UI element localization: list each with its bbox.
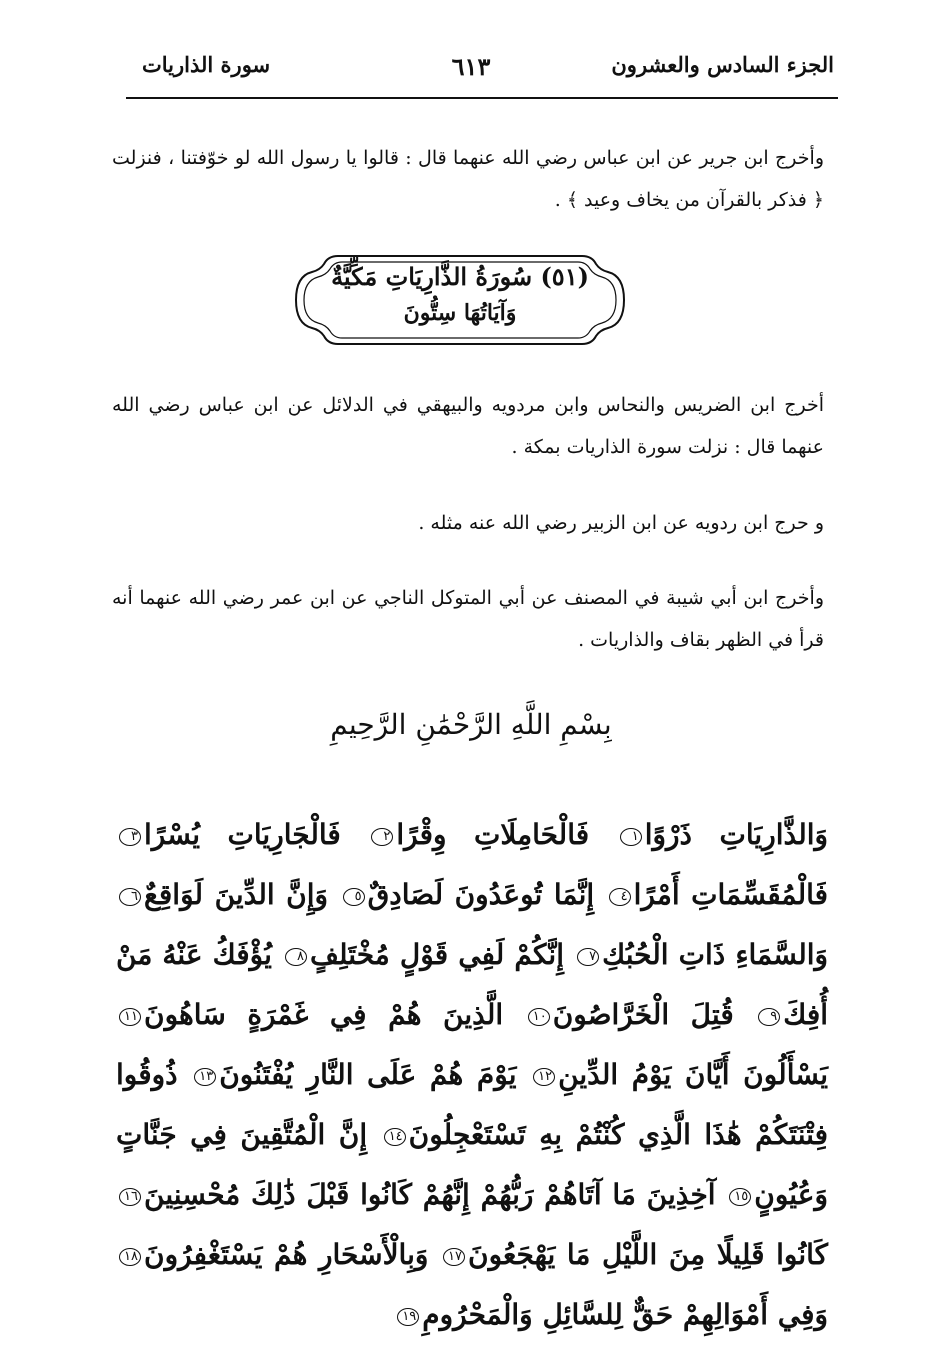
- verse-number-marker: ١٩: [397, 1308, 419, 1326]
- verse-number-marker: ١٣: [194, 1068, 216, 1086]
- verse-text: وَفِي أَمْوَالِهِمْ حَقٌّ لِلسَّائِلِ وَالْمَحْرُومِ: [422, 1298, 828, 1331]
- verse-text: الَّذِينَ هُمْ فِي غَمْرَةٍ سَاهُونَ: [144, 998, 504, 1031]
- verse-text: كَانُوا قَلِيلًا مِنَ اللَّيْلِ مَا يَهْجَعُونَ: [468, 1238, 829, 1271]
- verse-text: فَالْمُقَسِّمَاتِ أَمْرًا: [633, 878, 829, 911]
- verse-number-marker: ٧: [577, 948, 599, 966]
- cartouche-verse-count: وَآيَاتُهَا سِتُّونَ: [403, 300, 517, 326]
- verse-text: وَالسَّمَاءِ ذَاتِ الْحُبُكِ: [602, 938, 829, 971]
- verse-number-marker: ٥: [343, 888, 365, 906]
- cartouche-title: (٥١) سُورَةُ الذَّارِيَاتِ مَكِّيَّةٌ: [331, 262, 589, 291]
- verse-text: يُؤْفَكُ عَنْهُ مَنْ أُفِكَ: [116, 938, 829, 1031]
- verse-number-marker: ١٧: [443, 1248, 465, 1266]
- verse-text: فَالْحَامِلَاتِ وِقْرًا: [396, 818, 590, 851]
- header-part-title: الجزء السادس والعشرون: [611, 52, 834, 77]
- verse-number-marker: ٦: [119, 888, 141, 906]
- verse-number-marker: ٢: [371, 828, 393, 846]
- verse-text: وَإِنَّ الدِّينَ لَوَاقِعٌ: [144, 878, 329, 911]
- verse-number-marker: ١٦: [119, 1188, 141, 1206]
- verse-number-marker: ١٠: [528, 1008, 550, 1026]
- verse-number-marker: ١٤: [384, 1128, 406, 1146]
- verse-text: يَوْمَ هُمْ عَلَى النَّارِ يُفْتَنُونَ: [219, 1058, 517, 1091]
- verse-number-marker: ١٥: [729, 1188, 751, 1206]
- verse-number-marker: ١٨: [119, 1248, 141, 1266]
- narration-paragraph-3: و حرج ابن ردويه عن ابن الزبير رضي الله عنه مثله .: [418, 512, 824, 534]
- page-number: ٦١٣: [451, 52, 491, 81]
- verse-number-marker: ٩: [758, 1008, 780, 1026]
- header-surah-title: سورة الذاريات: [142, 52, 271, 77]
- verse-text: إِنَّ الْمُتَّقِينَ فِي جَنَّاتٍ وَعُيُونٍ: [116, 1118, 828, 1211]
- verse-number-marker: ١: [620, 828, 642, 846]
- verse-text: وَالذَّارِيَاتِ ذَرْوًا: [644, 818, 829, 851]
- verse-number-marker: ٨: [285, 948, 307, 966]
- verse-text: ذُوقُوا فِتْنَتَكُمْ هَٰذَا الَّذِي كُنْتُمْ بِهِ تَسْتَعْجِلُونَ: [116, 1058, 828, 1151]
- verse-number-marker: ٣: [119, 828, 141, 846]
- verse-text: إِنَّمَا تُوعَدُونَ لَصَادِقٌ: [367, 878, 595, 911]
- narration-paragraph-1: وأخرج ابن جرير عن ابن عباس رضي الله عنهما قال : قالوا يا رسول الله لو خوّفتنا ، فنزلت ﴿ فذكر بالقرآن من يخاف وعيد ﴾ .: [112, 147, 824, 211]
- verse-text: قُتِلَ الْخَرَّاصُونَ: [552, 998, 734, 1031]
- quran-verses-block: [116, 805, 828, 1345]
- verse-text: إِنَّكُمْ لَفِي قَوْلٍ مُخْتَلِفٍ: [310, 938, 564, 971]
- verse-text: آخِذِينَ مَا آتَاهُمْ رَبُّهُمْ إِنَّهُمْ كَانُوا قَبْلَ ذَٰلِكَ مُحْسِنِينَ: [144, 1178, 716, 1211]
- verse-text: وَبِالْأَسْحَارِ هُمْ يَسْتَغْفِرُونَ: [144, 1238, 429, 1271]
- verse-text: فَالْجَارِيَاتِ يُسْرًا: [144, 818, 341, 851]
- narration-paragraph-4: وأخرج ابن أبي شيبة في المصنف عن أبي المتوكل الناجي عن ابن عمر رضي الله عنهما أنه قرأ في الظهر بقاف والذاريات .: [112, 587, 824, 651]
- narration-paragraph-2: أخرج ابن الضريس والنحاس وابن مردويه والبيهقي في الدلائل عن ابن عباس رضي الله عنهما قال : نزلت سورة الذاريات بمكة .: [112, 394, 824, 458]
- surah-title-cartouche: [290, 250, 630, 350]
- verse-number-marker: ٤: [609, 888, 631, 906]
- verse-number-marker: ١٢: [533, 1068, 555, 1086]
- basmala: بِسْمِ اللَّهِ الرَّحْمَٰنِ الرَّحِيمِ: [330, 708, 612, 741]
- header-rule: [126, 97, 838, 99]
- verse-text: يَسْأَلُونَ أَيَّانَ يَوْمُ الدِّينِ: [558, 1058, 829, 1091]
- verse-number-marker: ١١: [119, 1008, 141, 1026]
